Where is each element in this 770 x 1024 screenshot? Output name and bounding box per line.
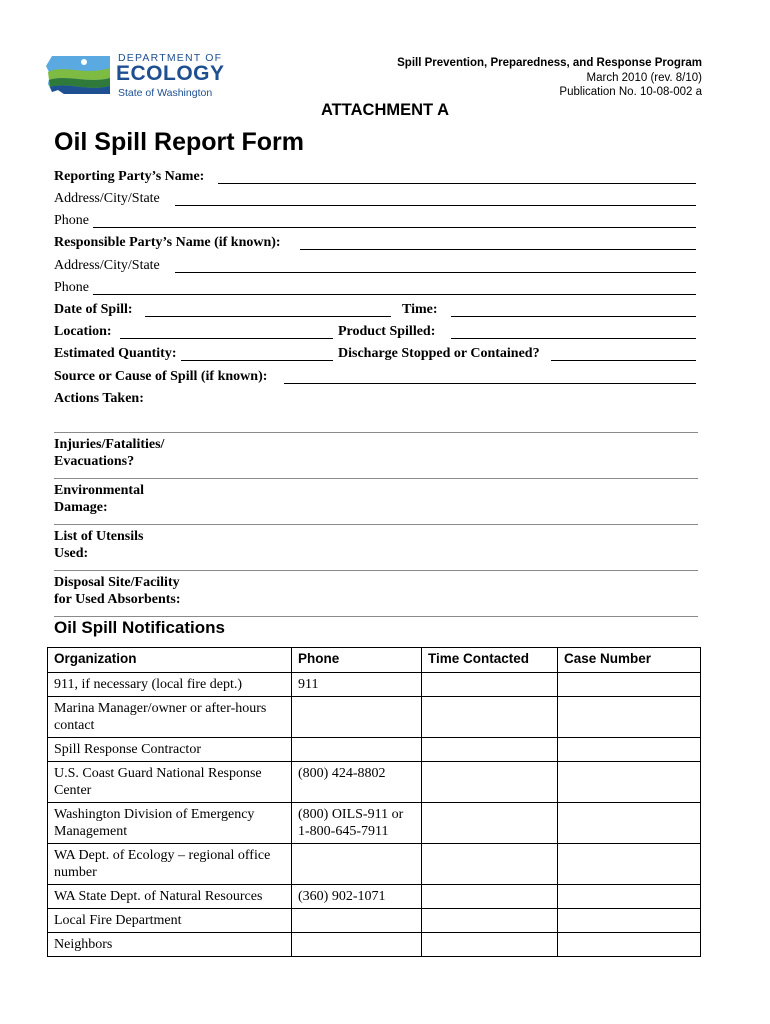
organization-cell: Marina Manager/owner or after-hours contact [48,697,292,738]
time-contacted-cell[interactable] [422,885,558,909]
time-contacted-cell[interactable] [422,697,558,738]
logo-ecology-text: ECOLOGY [116,62,225,85]
time-contacted-cell[interactable] [422,738,558,762]
divider [54,478,698,479]
organization-cell: WA State Dept. of Natural Resources [48,885,292,909]
table-header-row [48,648,701,673]
case-number-cell[interactable] [558,803,701,844]
table-row [48,673,701,697]
table-row [48,885,701,909]
address-field-1[interactable] [175,205,696,206]
discharge-stopped-label: Discharge Stopped or Contained? [338,346,540,361]
header-phone: Phone [292,648,422,673]
divider [54,616,698,617]
table-row [48,909,701,933]
quantity-discharge-row [54,344,697,366]
environmental-label-line1: Environmental [54,483,144,498]
phone-cell[interactable] [292,738,422,762]
phone-cell: (800) OILS-911 or 1-800-645-7911 [292,803,422,844]
actions-taken-row [54,389,697,411]
discharge-stopped-field[interactable] [551,360,696,361]
injuries-label [54,436,164,470]
phone-cell: (360) 902-1071 [292,885,422,909]
organization-cell: U.S. Coast Guard National Response Center [48,762,292,803]
phone-cell[interactable] [292,909,422,933]
location-product-row [54,322,697,344]
time-label: Time: [402,302,438,317]
disposal-label-line2: for Used Absorbents: [54,592,181,607]
case-number-cell[interactable] [558,738,701,762]
case-number-cell[interactable] [558,844,701,885]
case-number-cell[interactable] [558,885,701,909]
table-row [48,803,701,844]
header-time-contacted: Time Contacted [422,648,558,673]
table-row [48,738,701,762]
date-time-row [54,300,697,322]
estimated-quantity-label: Estimated Quantity: [54,346,177,361]
environmental-label-line2: Damage: [54,500,108,515]
attachment-heading: ATTACHMENT A [320,101,449,119]
table-row [48,697,701,738]
divider [54,524,698,525]
form-title: Oil Spill Report Form [54,128,305,156]
time-contacted-cell[interactable] [422,909,558,933]
phone-cell[interactable] [292,844,422,885]
address-field-2[interactable] [175,272,696,273]
case-number-cell[interactable] [558,697,701,738]
responsible-party-row [54,233,697,255]
environmental-damage-label [54,482,144,516]
phone-cell[interactable] [292,933,422,957]
organization-cell: 911, if necessary (local fire dept.) [48,673,292,697]
responsible-party-label: Responsible Party’s Name (if known): [54,235,281,250]
utensils-label-line2: Used: [54,546,89,561]
divider [54,432,698,433]
disposal-site-label [54,574,181,608]
utensils-label [54,528,143,562]
time-contacted-cell[interactable] [422,933,558,957]
header-organization: Organization [48,648,292,673]
source-cause-row [54,367,697,389]
notifications-table [47,647,701,957]
utensils-label-line1: List of Utensils [54,529,144,544]
time-contacted-cell[interactable] [422,673,558,697]
source-cause-label: Source or Cause of Spill (if known): [54,369,268,384]
organization-cell: Local Fire Department [48,909,292,933]
case-number-cell[interactable] [558,909,701,933]
phone-label-1: Phone [54,213,89,228]
publication-date: March 2010 (rev. 8/10) [586,71,702,84]
program-name: Spill Prevention, Preparedness, and Response Program [397,57,702,69]
logo-state-text: State of Washington [118,87,213,99]
phone-cell: (800) 424-8802 [292,762,422,803]
source-cause-field[interactable] [284,383,696,384]
table-row [48,762,701,803]
address-row-2 [54,256,697,278]
time-contacted-cell[interactable] [422,762,558,803]
phone-cell[interactable] [292,697,422,738]
publication-info [397,56,702,100]
injuries-label-line1: Injuries/Fatalities/ [54,437,165,452]
logo-department-text: DEPARTMENT OF [118,52,223,64]
actions-taken-label: Actions Taken: [54,391,144,406]
organization-cell: Neighbors [48,933,292,957]
header-case-number: Case Number [558,648,701,673]
reporting-party-label: Reporting Party’s Name: [54,169,205,184]
phone-label-2: Phone [54,280,89,295]
phone-field-1[interactable] [93,227,696,228]
time-field[interactable] [451,316,696,317]
address-row-1 [54,189,697,211]
case-number-cell[interactable] [558,762,701,803]
phone-cell: 911 [292,673,422,697]
date-of-spill-field[interactable] [145,316,391,317]
organization-cell: WA Dept. of Ecology – regional office number [48,844,292,885]
responsible-party-field[interactable] [300,249,696,250]
phone-row-1 [54,211,697,233]
address-label-2: Address/City/State [54,258,160,273]
publication-number: Publication No. 10-08-002 a [559,86,702,98]
reporting-party-field[interactable] [218,183,696,184]
product-spilled-label: Product Spilled: [338,324,436,339]
phone-field-2[interactable] [93,294,696,295]
time-contacted-cell[interactable] [422,844,558,885]
ecology-logo [44,52,244,102]
divider [54,570,698,571]
disposal-label-line1: Disposal Site/Facility [54,575,180,590]
washington-state-map-icon [44,54,114,100]
estimated-quantity-field[interactable] [181,360,333,361]
organization-cell: Spill Response Contractor [48,738,292,762]
case-number-cell[interactable] [558,933,701,957]
location-label: Location: [54,324,112,339]
organization-cell: Washington Division of Emergency Management [48,803,292,844]
location-field[interactable] [120,338,333,339]
phone-row-2 [54,278,697,300]
notifications-title: Oil Spill Notifications [54,618,225,637]
time-contacted-cell[interactable] [422,803,558,844]
injuries-label-line2: Evacuations? [54,454,135,469]
table-row [48,933,701,957]
case-number-cell[interactable] [558,673,701,697]
table-row [48,844,701,885]
product-spilled-field[interactable] [451,338,696,339]
address-label-1: Address/City/State [54,191,160,206]
reporting-party-row [54,167,697,189]
date-of-spill-label: Date of Spill: [54,302,133,317]
